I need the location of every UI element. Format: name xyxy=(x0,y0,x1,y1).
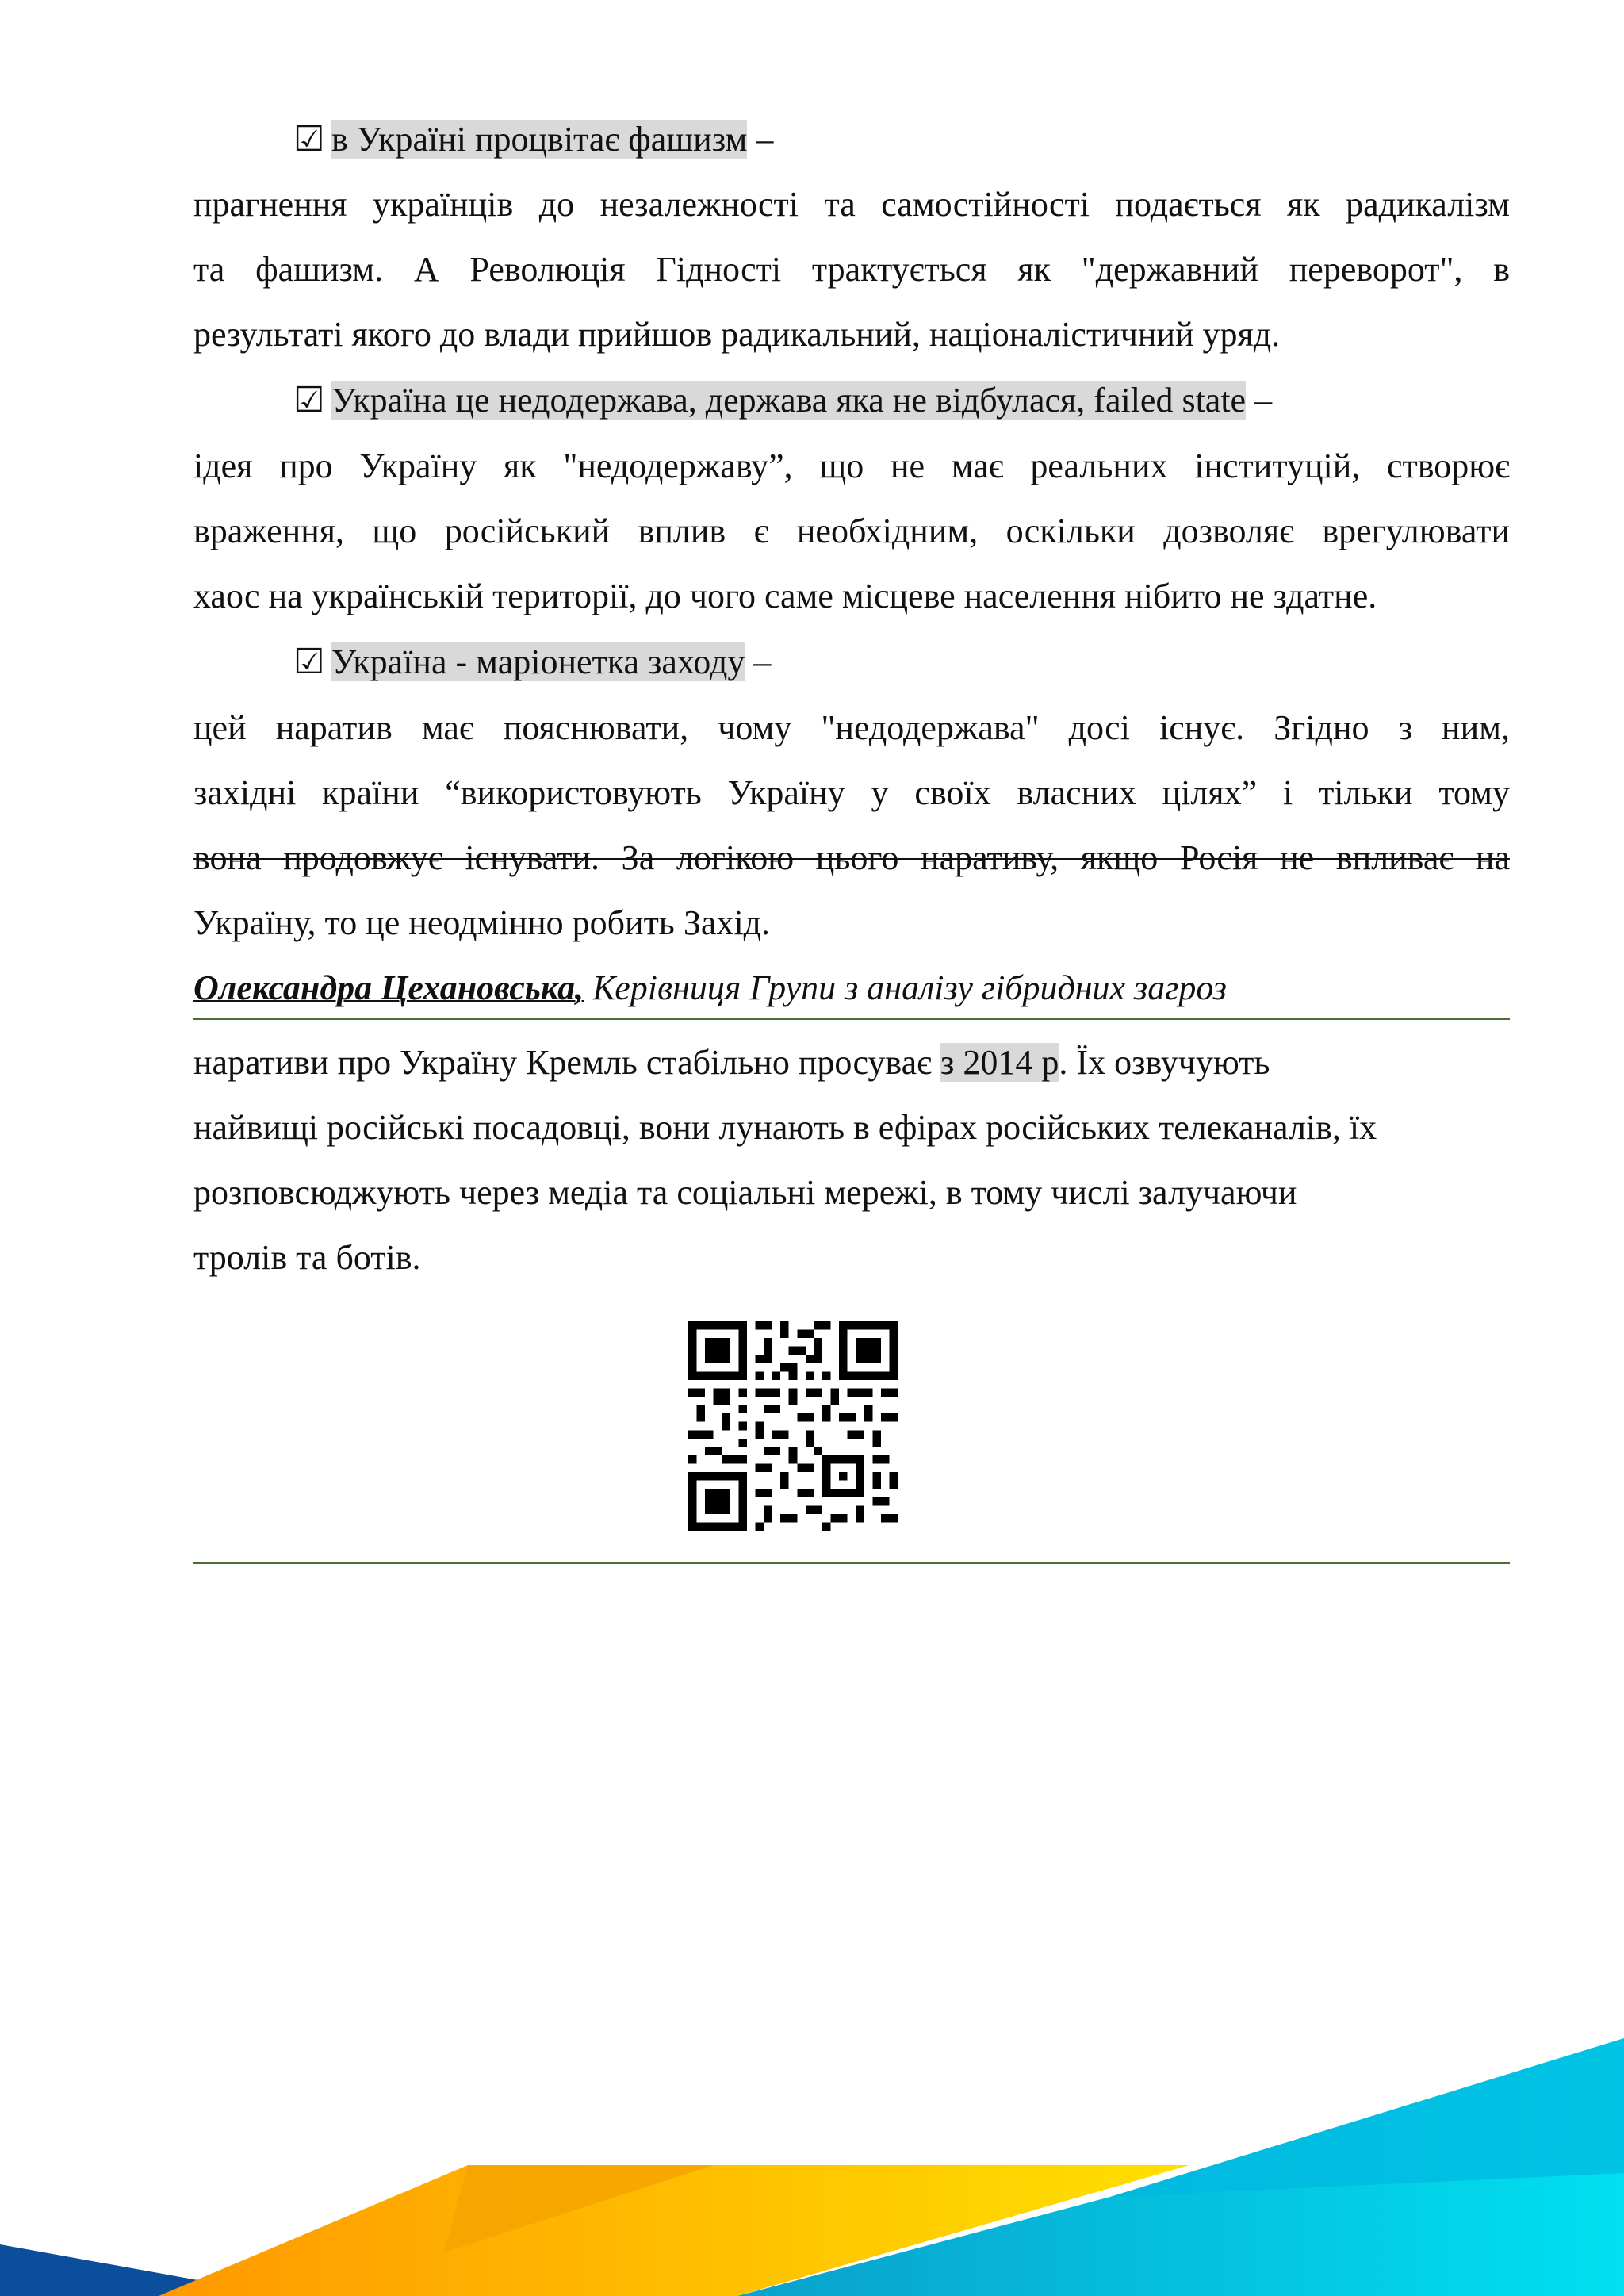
qr-code-icon xyxy=(688,1321,898,1531)
divider-top xyxy=(193,1018,1510,1020)
quote-line: розповсюджують через медіа та соціальні мережі, в тому числі залучаючи xyxy=(193,1173,1297,1212)
bullet-dash: – xyxy=(1246,381,1273,420)
paragraph-line-strikethrough: вона продовжує існувати. За логікою цього наративу, якщо Росія не впливає на xyxy=(193,838,1510,877)
bullet-item-failed-state xyxy=(293,377,1272,424)
paragraph-line: західні країни “використовують Україну у своїх власних цілях” і тільки тому xyxy=(193,773,1510,812)
quote-highlight: з 2014 р xyxy=(940,1043,1059,1082)
quote-text: наративи про Україну Кремль стабільно просуває xyxy=(193,1043,941,1082)
paragraph-line: результаті якого до влади прийшов радикальний, націоналістичний уряд. xyxy=(193,315,1281,354)
checkbox-checked-icon: ☑ xyxy=(293,381,325,420)
author-line xyxy=(193,964,1510,1012)
paragraph-line: хаос на українській території, до чого саме місцеве населення нібито не здатне. xyxy=(193,577,1377,615)
quote-line: найвищі російські посадовці, вони лунають в ефірах російських телеканалів, їх xyxy=(193,1108,1377,1147)
paragraph-line: прагнення українців до незалежності та самостійності подається як радикалізм xyxy=(193,185,1510,224)
quote-text: . Їх озвучують xyxy=(1059,1043,1270,1082)
checkbox-checked-icon: ☑ xyxy=(293,642,325,681)
footer-shape-cyan-dark xyxy=(1110,2038,1624,2197)
divider-bottom xyxy=(193,1562,1510,1564)
paragraph-line: цей наратив має пояснювати, чому "недодержава" досі існує. Згідно з ним, xyxy=(193,708,1510,747)
bullet-dash: – xyxy=(747,120,774,159)
paragraph-line: враження, що російський вплив є необхідним, оскільки дозволяє врегулювати xyxy=(193,512,1510,550)
bullet-dash: – xyxy=(745,642,772,681)
bullet-item-puppet xyxy=(293,638,771,686)
footer-decoration xyxy=(0,2014,1624,2296)
author-name: Олександра Цехановська, xyxy=(193,968,584,1007)
bullet-label: Україна це недодержава, держава яка не відбулася, failed state xyxy=(331,381,1247,420)
quote-line xyxy=(193,1039,1510,1087)
paragraph-line: Україну, то це неодмінно робить Захід. xyxy=(193,903,771,942)
paragraph-line: та фашизм. А Революція Гідності трактується як "державний переворот", в xyxy=(193,250,1510,289)
paragraph-line: ідея про Україну як "недодержаву”, що не має реальних інституцій, створює xyxy=(193,447,1510,485)
bullet-item-fascism xyxy=(293,116,773,163)
bullet-label: в Україні процвітає фашизм xyxy=(331,120,748,159)
bullet-label: Україна - маріонетка заходу xyxy=(331,642,745,681)
checkbox-checked-icon: ☑ xyxy=(293,120,325,159)
author-role: Керівниця Групи з аналізу гібридних загроз xyxy=(592,968,1227,1007)
quote-line: тролів та ботів. xyxy=(193,1238,421,1277)
